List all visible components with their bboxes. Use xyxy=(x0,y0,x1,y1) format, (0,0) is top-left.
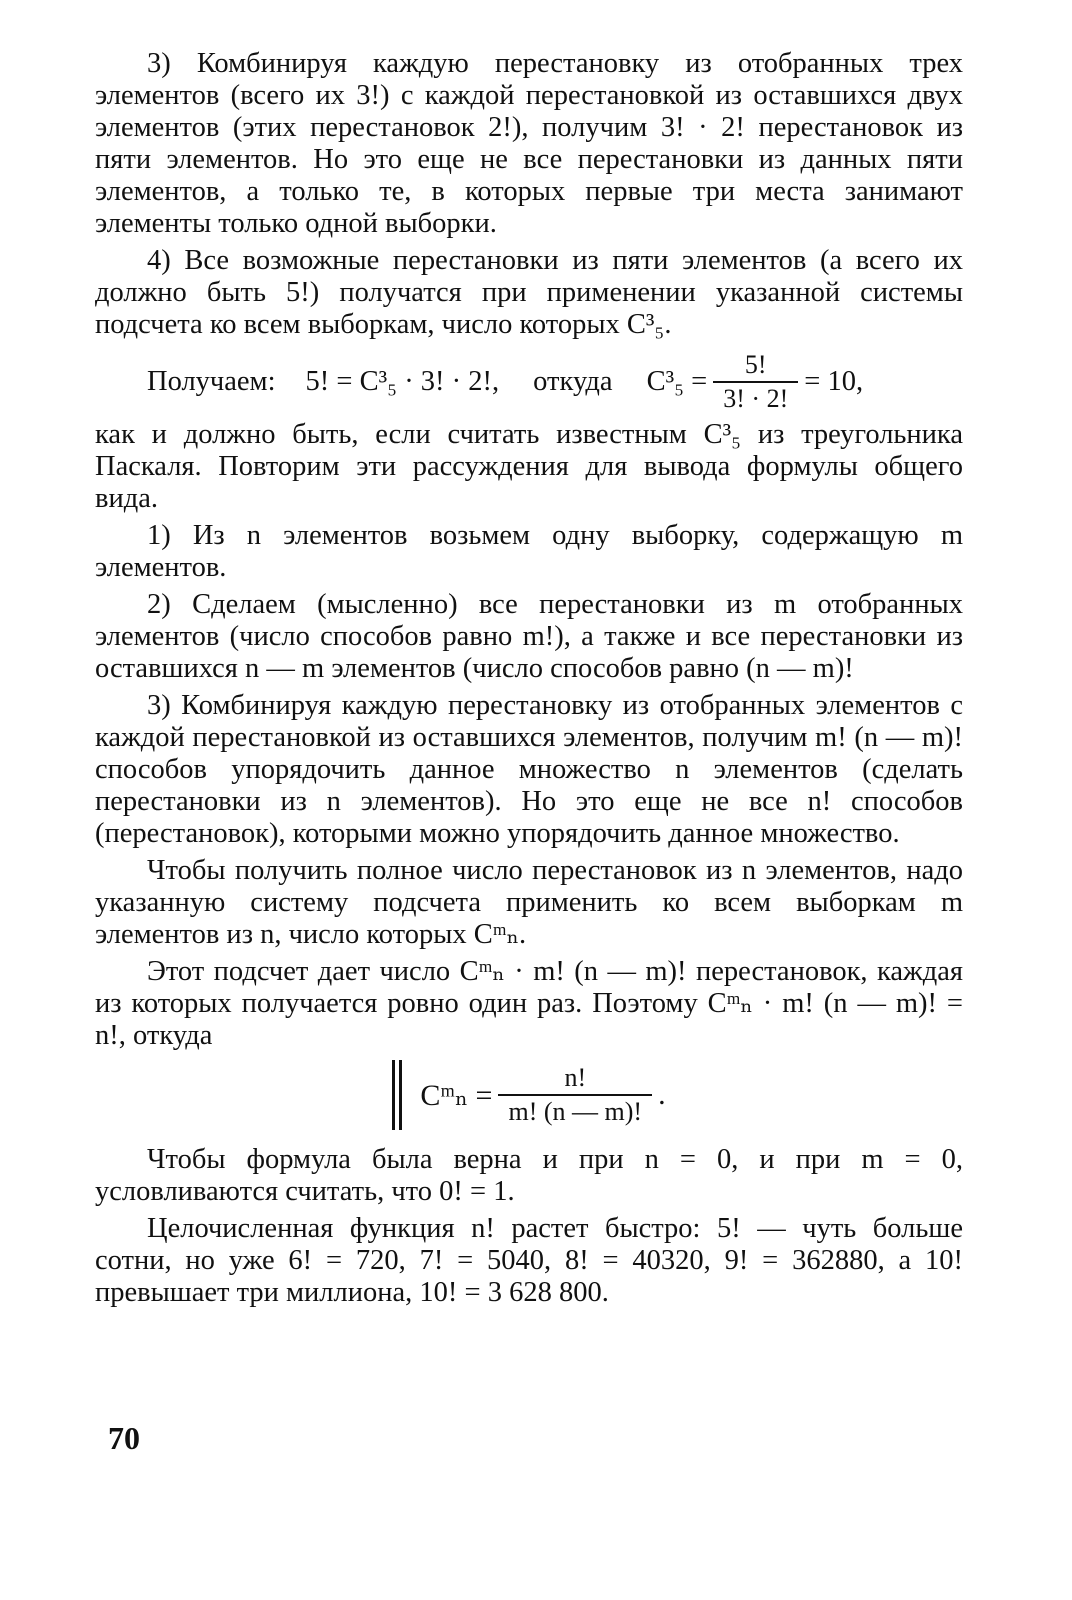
equation-result: = 10, xyxy=(804,366,864,397)
paragraph-pascal: как и должно быть, если считать известным C³₅ из треугольника Паскаля. Повторим эти рассуждения для вывода формулы общего вида. xyxy=(95,419,963,514)
formula-denominator: m! (n — m)! xyxy=(498,1094,652,1126)
equation-lhs: C³₅ = xyxy=(646,366,708,397)
paragraph-step-4-five: 4) Все возможные перестановки из пяти элементов (а всего их должно быть 5!) получатся при применении указанной системы подсчета ко всем выборкам, число которых C³₅. xyxy=(95,245,963,340)
fraction-numerator: 5! xyxy=(744,350,767,379)
combination-formula xyxy=(95,1060,963,1130)
equation-product: 5! = C³₅ · 3! · 2!, xyxy=(305,366,500,397)
fraction-denominator: 3! · 2! xyxy=(713,381,798,413)
formula-period: . xyxy=(658,1078,666,1111)
paragraph-growth: Целочисленная функция n! растет быстро: 5! — чуть больше сотни, но уже 6! = 720, 7! = 5040, 8! = 40320, 9! = 362880, а 10! превышает три миллиона, 10! = 3 628 800. xyxy=(95,1213,963,1308)
paragraph-zero-factorial: Чтобы формула была верна и при n = 0, и при m = 0, условливаются считать, что 0! = 1. xyxy=(95,1144,963,1207)
equation-fraction xyxy=(713,351,798,413)
equation-word: откуда xyxy=(533,366,613,397)
page-number: 70 xyxy=(108,1420,140,1456)
formula-lhs: Cᵐₙ = xyxy=(420,1078,493,1112)
paragraph-step-3-five: 3) Комбинируя каждую перестановку из отобранных трех элементов (всего их 3!) с каждой перестановкой из оставшихся двух элементов (этих перестановок 2!), получим 3! · 2! перестановок из пяти элементов. Но это еще не все перестановки из данных пяти элементов, а только те, в которых первые три места занимают элементы только одной выборки. xyxy=(95,48,963,239)
formula-fraction xyxy=(498,1064,652,1126)
paragraph-count-result: Этот подсчет дает число Cᵐₙ · m! (n — m)! перестановок, каждая из которых получается ровно один раз. Поэтому Cᵐₙ · m! (n — m)! = n!, откуда xyxy=(95,956,963,1051)
paragraph-general-step-1: 1) Из n элементов возьмем одну выборку, содержащую m элементов. xyxy=(95,520,963,583)
paragraph-full-count: Чтобы получить полное число перестановок из n элементов, надо указанную систему подсчета применить ко всем выборкам m элементов из n, число которых Cᵐₙ. xyxy=(95,855,963,950)
equation-c53 xyxy=(95,351,963,413)
formula-numerator: n! xyxy=(564,1063,587,1092)
equation-label: Получаем: xyxy=(147,366,276,397)
formula-marker-bar xyxy=(392,1060,402,1130)
text-column xyxy=(95,48,963,1314)
paragraph-general-step-3: 3) Комбинируя каждую перестановку из отобранных элементов с каждой перестановкой из оставшихся элементов, получим m! (n — m)! способов упорядочить данное множество n элементов (сделать перестановки из n элементов). Но это еще не все n! способов (перестановок), которыми можно упорядочить данное множество. xyxy=(95,690,963,849)
paragraph-general-step-2: 2) Сделаем (мысленно) все перестановки из m отобранных элементов (число способов равно m!), а также и все перестановки из оставшихся n — m элементов (число способов равно (n — m)! xyxy=(95,589,963,684)
